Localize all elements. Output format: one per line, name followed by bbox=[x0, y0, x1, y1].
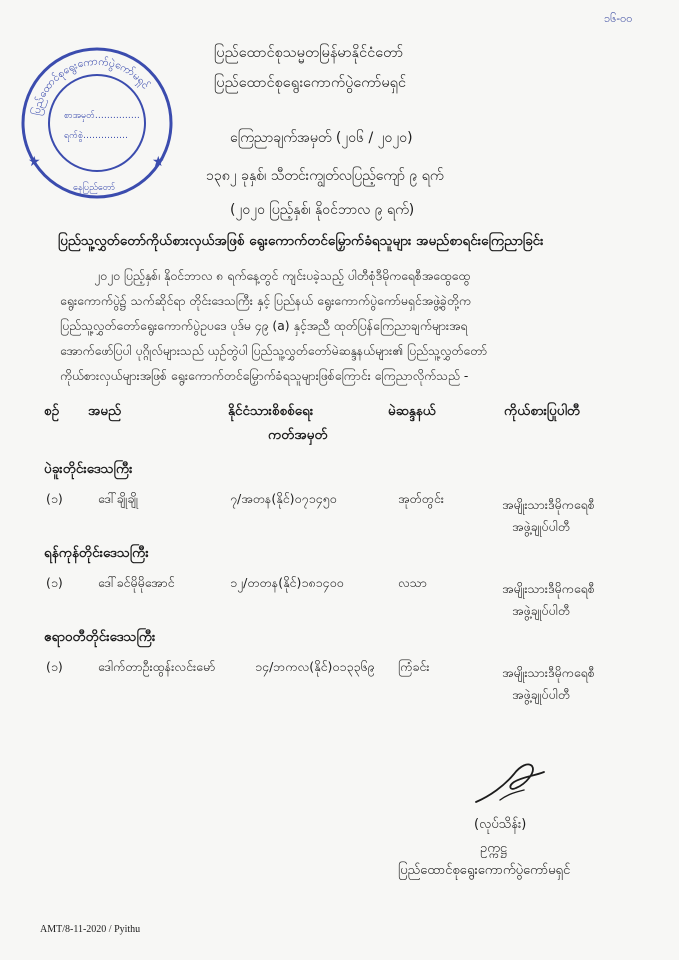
seal-bottom-text: နေပြည်တော် bbox=[73, 183, 116, 193]
row-nrc: ၁၂/တတန(နိုင်)၁၈၁၄၀၀ bbox=[230, 575, 344, 590]
row-no: (၁) bbox=[46, 659, 63, 674]
row-party-line1: အမျိုးသားဒီမိုကရေစီ bbox=[502, 497, 595, 512]
col-header-party: ကိုယ်စားပြုပါတီ bbox=[504, 403, 581, 419]
svg-text:ပြည်ထောင်စုရွေးကောက်ပွဲကော်မရှ bbox=[29, 55, 153, 117]
row-party-line2: အဖွဲ့ချုပ်ပါတီ bbox=[512, 687, 571, 702]
body-line-3: ပြည်သူ့လွှတ်တော်ရွေးကောက်ပွဲဥပဒေ ပုဒ်မ ၄၉ (a) နှင့်အညီ ထုတ်ပြန်ကြေညာချက်များအရ bbox=[60, 319, 468, 333]
announcement-subject: ပြည်သူ့လွှတ်တော်ကိုယ်စားလှယ်အဖြစ် ရွေးကောက်တင်မြှောက်ခံရသူများ အမည်စာရင်းကြေညာခြင်း bbox=[58, 233, 544, 249]
row-no: (၁) bbox=[46, 491, 63, 506]
date-gregorian: (၂၀၂၀ ပြည့်နှစ်၊ နိုဝင်ဘာလ ၉ ရက်) bbox=[230, 202, 415, 218]
page-number: ၁၆-၀၀ bbox=[604, 12, 633, 25]
seal-outer-ring bbox=[23, 49, 171, 197]
seal-ring-text: ပြည်ထောင်စုရွေးကောက်ပွဲကော်မရှင် bbox=[30, 55, 152, 117]
row-name: ဒေါ်ခင်မိုမိုအောင် bbox=[98, 575, 175, 590]
signatory-org: ပြည်ထောင်စုရွေးကောက်ပွဲကော်မရှင် bbox=[398, 863, 571, 878]
row-nrc: ၇/အတန(နိုင်)၀၇၁၄၅၀ bbox=[230, 491, 337, 506]
row-name: ဒေါ်ချိုချို bbox=[98, 491, 139, 506]
col-header-name: အမည် bbox=[88, 403, 122, 419]
row-party-line1: အမျိုးသားဒီမိုကရေစီ bbox=[502, 581, 595, 596]
footer-reference: AMT/8-11-2020 / Pyithu bbox=[40, 924, 141, 935]
seal-line-1: စာအမှတ်…………… bbox=[64, 111, 140, 121]
date-myanmar: ၁၃၈၂ ခုနှစ်၊ သီတင်းကျွတ်လပြည့်ကျော် ၉ ရက် bbox=[206, 168, 444, 184]
region-heading: ပဲခူးတိုင်းဒေသကြီး bbox=[44, 461, 133, 477]
header-commission: ပြည်ထောင်စုရွေးကောက်ပွဲကော်မရှင် bbox=[214, 75, 407, 91]
col-header-nrc: နိုင်ငံသားစိစစ်ရေး bbox=[228, 403, 314, 419]
row-party-line1: အမျိုးသားဒီမိုကရေစီ bbox=[502, 665, 595, 680]
region-heading: ဧရာဝတီတိုင်းဒေသကြီး bbox=[44, 629, 156, 645]
col-header-constituency: မဲဆန္ဒနယ် bbox=[388, 403, 436, 419]
row-constituency: လသာ bbox=[398, 575, 427, 590]
body-line-1: ၂၀၂၀ ပြည့်နှစ်၊ နိုဝင်ဘာလ ၈ ရက်နေ့တွင် ကျင်းပခဲ့သည့် ပါတီစုံဒီမိုကရေစီအထွေထွေ bbox=[94, 269, 471, 283]
signatory-title: ဥက္ကဋ္ဌ bbox=[480, 841, 507, 856]
col-header-no: စဉ် bbox=[44, 403, 60, 419]
seal-graphic bbox=[18, 44, 176, 202]
region-heading: ရန်ကုန်တိုင်းဒေသကြီး bbox=[44, 545, 149, 561]
signatory-name: (လုပ်သိန်း) bbox=[474, 817, 527, 832]
announcement-number: ကြေညာချက်အမှတ် (၂၀၆ / ၂၀၂၀) bbox=[230, 130, 413, 146]
row-constituency: ကြံခင်း bbox=[398, 659, 430, 674]
col-header-nrc-line2: ကတ်အမှတ် bbox=[268, 427, 328, 443]
body-line-4: အောက်ဖော်ပြပါ ပုဂ္ဂိုလ်များသည် ယှဉ်တွဲပါ ပြည်သူ့လွှတ်တော်မဲဆန္ဒနယ်များ၏ ပြည်သူ့လွှတ်တော် bbox=[60, 344, 488, 358]
official-seal bbox=[18, 44, 176, 202]
row-party-line2: အဖွဲ့ချုပ်ပါတီ bbox=[512, 519, 571, 534]
seal-star-right-icon: ★ bbox=[152, 154, 165, 170]
seal-line-2: ရက်စွဲ…………… bbox=[64, 131, 129, 141]
row-nrc: ၁၄/ဘကလ(နိုင်)၀၁၃၃၆၉ bbox=[255, 659, 375, 674]
row-name: ဒေါက်တာဦးထွန်းလင်းမော် bbox=[98, 659, 216, 674]
signature-mark bbox=[470, 756, 550, 812]
seal-inner-ring bbox=[49, 75, 145, 171]
seal-star-left-icon: ★ bbox=[28, 154, 41, 170]
row-constituency: အုတ်တွင်း bbox=[398, 491, 444, 506]
body-line-5: ကိုယ်စားလှယ်များအဖြစ် ရွေးကောက်တင်မြှောက်ခံရသူများဖြစ်ကြောင်း ကြေညာလိုက်သည် - bbox=[60, 369, 469, 383]
header-country: ပြည်ထောင်စုသမ္မတမြန်မာနိုင်ငံတော် bbox=[214, 45, 404, 61]
row-party-line2: အဖွဲ့ချုပ်ပါတီ bbox=[512, 603, 571, 618]
row-no: (၁) bbox=[46, 575, 63, 590]
body-line-2: ရွေးကောက်ပွဲ၌ သက်ဆိုင်ရာ တိုင်းဒေသကြီး နှင့် ပြည်နယ် ရွေးကောက်ပွဲကော်မရှင်အဖွဲ့ခွဲတို့က bbox=[60, 294, 471, 308]
